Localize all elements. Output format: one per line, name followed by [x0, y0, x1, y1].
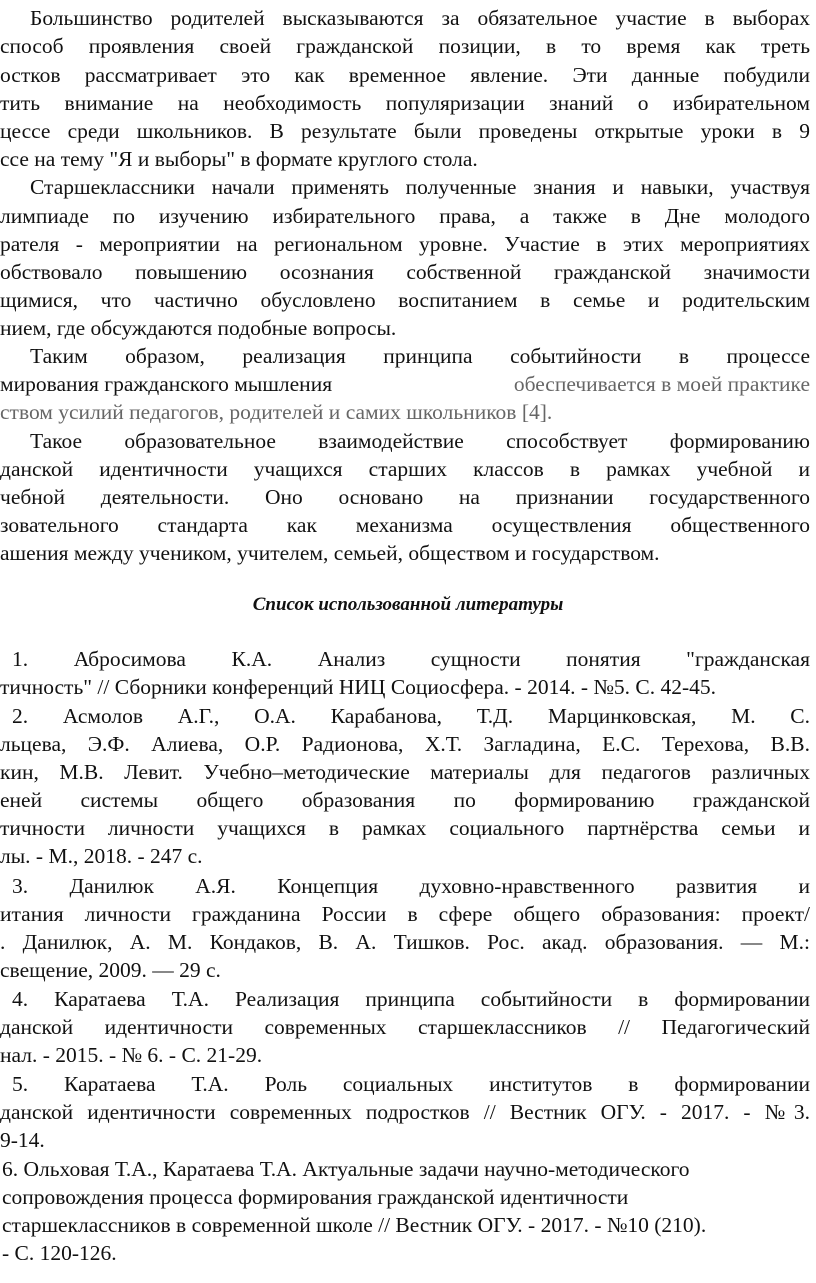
text-line: данской идентичности учащихся старших классов в рамках учебной и: [0, 457, 810, 481]
text-line: нием, где обсуждаются подобные вопросы.: [0, 316, 397, 340]
reference-line: тичность" // Сборники конференций НИЦ Социосфера. - 2014. - №5. С. 42-45.: [0, 675, 716, 699]
text-line: [0, 371, 810, 398]
text-line: ством усилий педагогов, родителей и самих школьников [4].: [0, 400, 553, 424]
text-line: способ проявления своей гражданской позиции, в то время как треть: [0, 34, 810, 58]
text-line: Старшеклассники начали применять полученные знания и навыки, участвуя: [30, 175, 810, 199]
reference-line: 4. Каратаева Т.А. Реализация принципа событийности в формировании: [12, 987, 810, 1011]
reference-line: 6. Ольховая Т.А., Каратаева Т.А. Актуальные задачи научно-методического: [2, 1157, 690, 1181]
reference-line: 1. Абросимова К.А. Анализ сущности понятия "гражданская: [12, 647, 810, 671]
text-line: Такое образовательное взаимодействие способствует формированию: [30, 429, 810, 453]
text-line: остков рассматривает это как временное явление. Эти данные побудили: [0, 63, 810, 87]
reference-line: 2. Асмолов А.Г., О.А. Карабанова, Т.Д. Марцинковская, М. С.: [12, 704, 810, 728]
reference-line: 9-14.: [0, 1128, 45, 1152]
reference-line: 5. Каратаева Т.А. Роль социальных институтов в формировании: [12, 1072, 810, 1096]
reference-line: данской идентичности современных подростков // Вестник ОГУ. - 2017. - №3.: [0, 1100, 810, 1124]
reference-line: . Данилюк, А. М. Кондаков, В. А. Тишков. Рос. акад. образования. ― М.:: [0, 930, 810, 954]
text-segment-gray: обеспечивается в моей практике: [513, 372, 810, 396]
text-line: цессе среди школьников. В результате были проведены открытые уроки в 9: [0, 119, 810, 143]
text-line: щимися, что частично обусловлено воспитанием в семье и родительским: [0, 288, 810, 312]
reference-line: кин, М.В. Левит. Учебно–методические материалы для педагогов различных: [0, 760, 810, 784]
text-line: ссе на тему "Я и выборы" в формате круглого стола.: [0, 147, 478, 171]
reference-line: еней системы общего образования по формированию гражданской: [0, 788, 810, 812]
text-line: Таким образом, реализация принципа событийности в процессе: [30, 344, 810, 368]
reference-line: льцева, Э.Ф. Алиева, О.Р. Радионова, Х.Т. Загладина, Е.С. Терехова, В.В.: [0, 732, 810, 756]
text-line: чебной деятельности. Оно основано на признании государственного: [0, 485, 810, 509]
text-line: лимпиаде по изучению избирательного права, а также в Дне молодого: [0, 204, 810, 228]
reference-line: лы. - М., 2018. - 247 с.: [0, 844, 203, 868]
reference-line: тичности личности учащихся в рамках социального партнёрства семьи и: [0, 816, 810, 840]
text-segment: мирования гражданского мышления: [0, 372, 333, 396]
references-heading: Список использованной литературы: [252, 594, 564, 615]
reference-line: сопровождения процесса формирования гражданской идентичности: [2, 1185, 629, 1209]
reference-line: - С. 120-126.: [2, 1241, 117, 1265]
text-line: рателя - мероприятии на региональном уровне. Участие в этих мероприятиях: [0, 232, 810, 256]
text-line: Большинство родителей высказываются за обязательное участие в выборах: [30, 6, 810, 30]
text-line: ашения между учеником, учителем, семьей, обществом и государством.: [0, 541, 660, 565]
reference-line: 3. Данилюк А.Я. Концепция духовно-нравственного развития и: [12, 874, 810, 898]
reference-line: нал. - 2015. - № 6. - С. 21-29.: [0, 1043, 263, 1067]
text-line: обствовало повышению осознания собственной гражданской значимости: [0, 260, 810, 284]
reference-line: старшеклассников в современной школе // Вестник ОГУ. - 2017. - №10 (210).: [2, 1213, 707, 1237]
reference-line: данской идентичности современных старшеклассников // Педагогический: [0, 1015, 810, 1039]
text-line: тить внимание на необходимость популяризации знаний о избирательном: [0, 91, 810, 115]
reference-line: итания личности гражданина России в сфере общего образования: проект/: [0, 902, 810, 926]
text-line: зовательного стандарта как механизма осуществления общественного: [0, 513, 810, 537]
reference-line: свещение, 2009. ― 29 с.: [0, 958, 221, 982]
